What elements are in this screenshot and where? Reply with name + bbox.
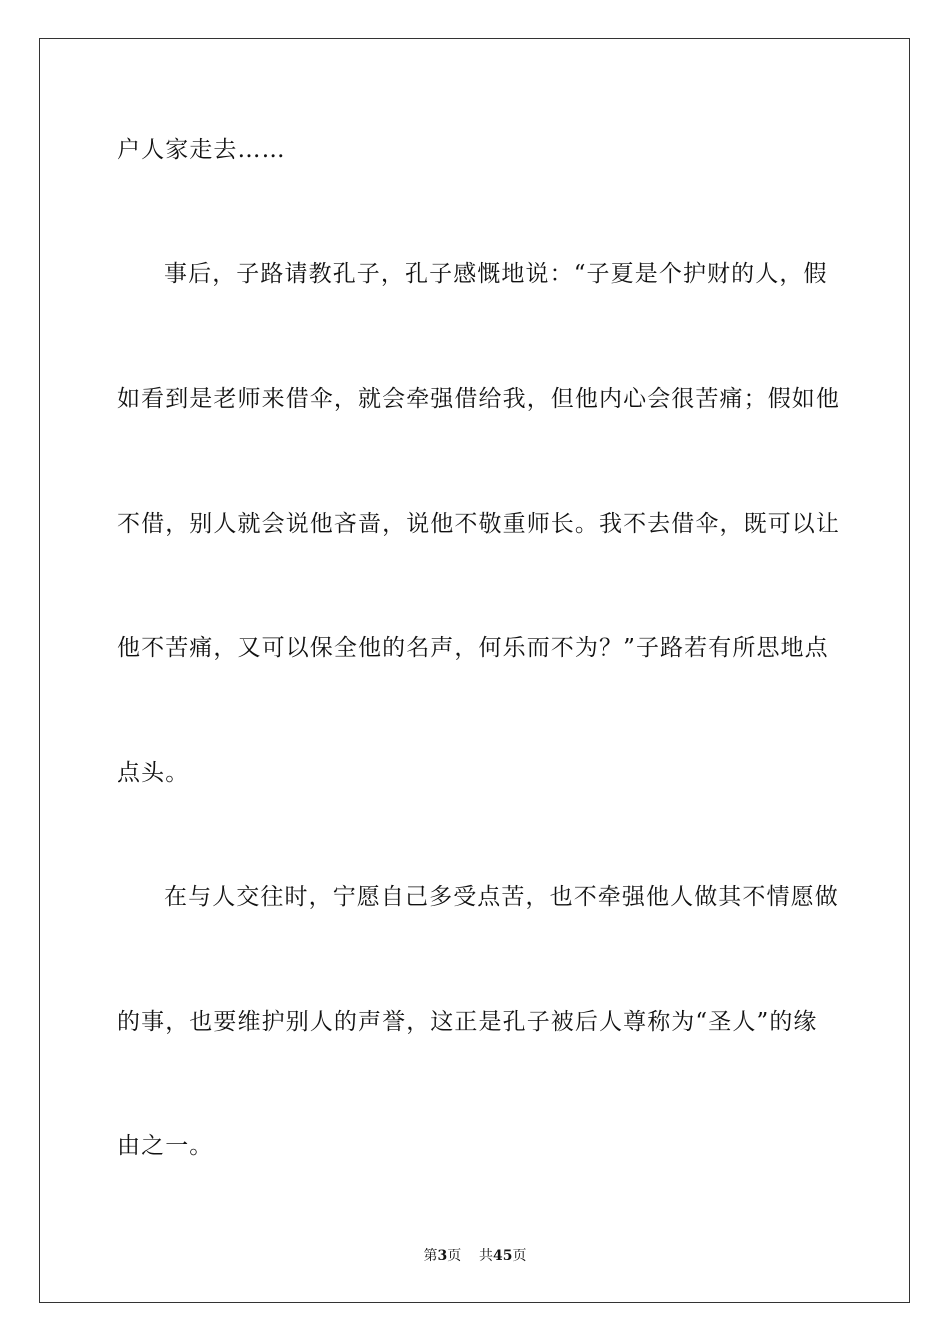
page-number-suffix: 页	[447, 1248, 462, 1264]
page-footer	[0, 1246, 950, 1266]
total-pages-prefix: 共	[479, 1248, 494, 1264]
text-line: 由之一。	[117, 1133, 214, 1159]
current-page-number: 3	[437, 1248, 448, 1264]
paragraph-first-line: 事后，子路请教孔子，孔子感慨地说：“子夏是个护财的人，假	[164, 261, 828, 287]
total-pages-suffix: 页	[512, 1248, 527, 1264]
page-number-prefix: 第	[423, 1248, 438, 1264]
paragraph-first-line: 在与人交往时，宁愿自己多受点苦，也不牵强他人做其不情愿做	[164, 884, 839, 910]
text-line: 不借，别人就会说他吝啬，说他不敬重师长。我不去借伞，既可以让	[117, 511, 840, 537]
text-line: 他不苦痛，又可以保全他的名声，何乐而不为？”子路若有所思地点	[117, 635, 829, 661]
text-line: 如看到是老师来借伞，就会牵强借给我，但他内心会很苦痛；假如他	[117, 386, 840, 412]
text-line: 点头。	[117, 760, 190, 786]
text-line: 户人家走去……	[117, 137, 286, 163]
total-page-count: 45	[493, 1248, 513, 1264]
text-line: 的事，也要维护别人的声誉，这正是孔子被后人尊称为“圣人”的缘	[117, 1009, 818, 1035]
page-border	[39, 38, 910, 1303]
